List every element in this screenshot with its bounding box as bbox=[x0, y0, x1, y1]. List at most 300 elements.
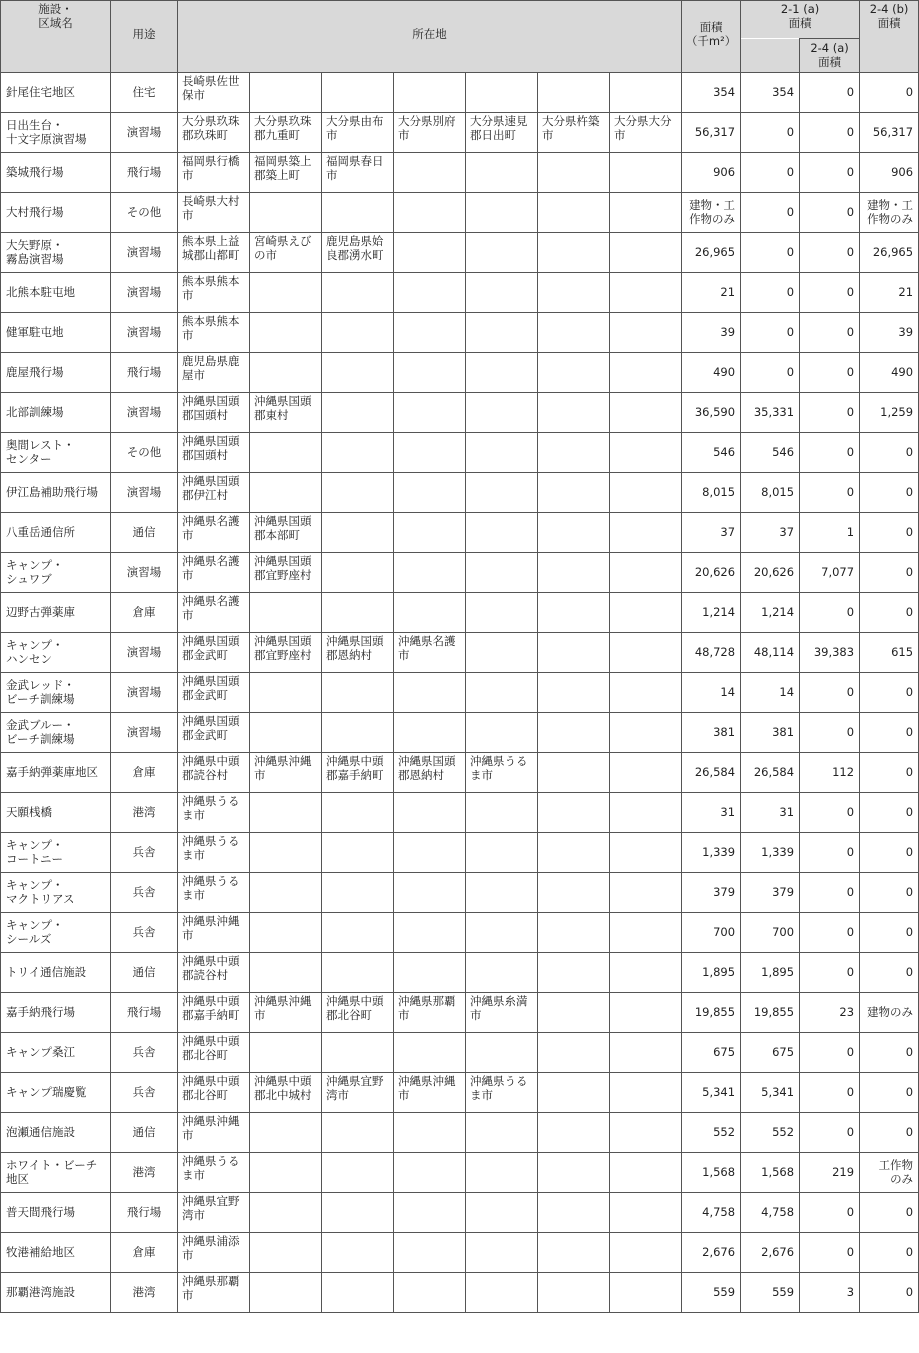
facility-location bbox=[610, 1073, 682, 1113]
area-24a: 0 bbox=[800, 393, 860, 433]
area-21a: 1,339 bbox=[741, 833, 800, 873]
table-row bbox=[1, 393, 919, 433]
header-location: 所在地 bbox=[178, 1, 682, 73]
facility-location bbox=[394, 673, 466, 713]
area-21a: 20,626 bbox=[741, 553, 800, 593]
facility-location bbox=[250, 1273, 322, 1313]
area-total: 8,015 bbox=[682, 473, 741, 513]
area-21a: 0 bbox=[741, 153, 800, 193]
facility-location bbox=[610, 233, 682, 273]
facility-location: 宮崎県えび の市 bbox=[250, 233, 322, 273]
facility-location bbox=[538, 513, 610, 553]
table-row bbox=[1, 553, 919, 593]
facility-location bbox=[466, 193, 538, 233]
facility-location bbox=[322, 1113, 394, 1153]
table-row bbox=[1, 673, 919, 713]
facility-name: キャンプ・ ハンセン bbox=[1, 633, 111, 673]
facility-location: 沖縄県中頭 郡嘉手納町 bbox=[322, 753, 394, 793]
facility-location bbox=[394, 553, 466, 593]
area-24a: 7,077 bbox=[800, 553, 860, 593]
facility-location bbox=[610, 393, 682, 433]
area-24b: 1,259 bbox=[860, 393, 919, 433]
table-row bbox=[1, 793, 919, 833]
facility-location bbox=[322, 313, 394, 353]
area-total: 37 bbox=[682, 513, 741, 553]
facility-location: 沖縄県国頭 郡恩納村 bbox=[394, 753, 466, 793]
facility-use: 飛行場 bbox=[111, 1193, 178, 1233]
facility-location bbox=[610, 433, 682, 473]
area-21a: 546 bbox=[741, 433, 800, 473]
facility-use: 演習場 bbox=[111, 233, 178, 273]
area-24b: 0 bbox=[860, 753, 919, 793]
table-row bbox=[1, 273, 919, 313]
area-24a: 23 bbox=[800, 993, 860, 1033]
facility-location bbox=[466, 1153, 538, 1193]
header-21a bbox=[741, 1, 860, 39]
facility-location bbox=[538, 393, 610, 433]
table-row bbox=[1, 1113, 919, 1153]
table-row bbox=[1, 993, 919, 1033]
facility-location bbox=[322, 393, 394, 433]
facility-location: 沖縄県国頭 郡国頭村 bbox=[178, 433, 250, 473]
facility-location bbox=[610, 513, 682, 553]
facility-location bbox=[394, 153, 466, 193]
area-24a: 0 bbox=[800, 953, 860, 993]
facility-location bbox=[250, 593, 322, 633]
area-24b: 工作物 のみ bbox=[860, 1153, 919, 1193]
facility-location: 沖縄県糸満 市 bbox=[466, 993, 538, 1033]
facility-location bbox=[610, 753, 682, 793]
facility-location bbox=[250, 873, 322, 913]
area-24a: 0 bbox=[800, 273, 860, 313]
area-total: 19,855 bbox=[682, 993, 741, 1033]
facility-location bbox=[322, 513, 394, 553]
header-21a-spacer bbox=[741, 39, 800, 73]
area-21a: 31 bbox=[741, 793, 800, 833]
area-21a: 354 bbox=[741, 73, 800, 113]
facility-use: 港湾 bbox=[111, 1153, 178, 1193]
facility-use: 演習場 bbox=[111, 673, 178, 713]
facility-location bbox=[610, 713, 682, 753]
facility-location bbox=[538, 553, 610, 593]
facility-location bbox=[466, 713, 538, 753]
area-total: 546 bbox=[682, 433, 741, 473]
facility-location bbox=[394, 73, 466, 113]
facility-location: 大分県玖珠 郡玖珠町 bbox=[178, 113, 250, 153]
facility-location: 沖縄県うる ま市 bbox=[466, 753, 538, 793]
facility-location bbox=[250, 193, 322, 233]
area-total: 700 bbox=[682, 913, 741, 953]
facility-location bbox=[394, 273, 466, 313]
facility-location: 沖縄県那覇 市 bbox=[178, 1273, 250, 1313]
facility-location bbox=[250, 273, 322, 313]
facility-location bbox=[538, 1153, 610, 1193]
area-21a: 1,568 bbox=[741, 1153, 800, 1193]
facility-location bbox=[322, 553, 394, 593]
area-24a: 0 bbox=[800, 1193, 860, 1233]
facility-name: ホワイト・ビーチ 地区 bbox=[1, 1153, 111, 1193]
area-24a: 1 bbox=[800, 513, 860, 553]
area-24b: 39 bbox=[860, 313, 919, 353]
facility-use: 兵舎 bbox=[111, 833, 178, 873]
facility-location bbox=[538, 913, 610, 953]
facility-name: 天願桟橋 bbox=[1, 793, 111, 833]
facility-location: 沖縄県国頭 郡金武町 bbox=[178, 633, 250, 673]
area-21a: 5,341 bbox=[741, 1073, 800, 1113]
facility-location bbox=[466, 1033, 538, 1073]
area-21a: 0 bbox=[741, 273, 800, 313]
facility-location bbox=[466, 233, 538, 273]
facility-use: 演習場 bbox=[111, 633, 178, 673]
area-24b: 56,317 bbox=[860, 113, 919, 153]
table-row bbox=[1, 713, 919, 753]
area-21a: 48,114 bbox=[741, 633, 800, 673]
facility-location bbox=[610, 1033, 682, 1073]
area-24b: 490 bbox=[860, 353, 919, 393]
facility-location bbox=[538, 593, 610, 633]
facility-location bbox=[610, 1193, 682, 1233]
facility-location bbox=[394, 913, 466, 953]
facility-location: 福岡県行橋 市 bbox=[178, 153, 250, 193]
area-24b: 21 bbox=[860, 273, 919, 313]
area-total: 379 bbox=[682, 873, 741, 913]
facility-location bbox=[322, 1273, 394, 1313]
area-24b: 0 bbox=[860, 673, 919, 713]
area-24a: 39,383 bbox=[800, 633, 860, 673]
facility-use: その他 bbox=[111, 193, 178, 233]
area-24b: 0 bbox=[860, 1193, 919, 1233]
facility-location: 沖縄県宜野 湾市 bbox=[178, 1193, 250, 1233]
facility-location bbox=[322, 673, 394, 713]
facility-location: 沖縄県沖縄 市 bbox=[394, 1073, 466, 1113]
facility-location bbox=[538, 833, 610, 873]
facility-location bbox=[610, 873, 682, 913]
facility-name: 嘉手納飛行場 bbox=[1, 993, 111, 1033]
facility-location: 沖縄県国頭 郡恩納村 bbox=[322, 633, 394, 673]
facility-location bbox=[250, 313, 322, 353]
facility-location bbox=[250, 1033, 322, 1073]
facility-name: 八重岳通信所 bbox=[1, 513, 111, 553]
area-24b: 0 bbox=[860, 433, 919, 473]
facility-name: 那覇港湾施設 bbox=[1, 1273, 111, 1313]
area-21a: 381 bbox=[741, 713, 800, 753]
facility-location: 沖縄県名護 市 bbox=[394, 633, 466, 673]
facility-location bbox=[322, 953, 394, 993]
facility-name: キャンプ・ マクトリアス bbox=[1, 873, 111, 913]
facility-location bbox=[466, 353, 538, 393]
area-24b: 0 bbox=[860, 953, 919, 993]
facility-location bbox=[466, 833, 538, 873]
area-21a: 0 bbox=[741, 353, 800, 393]
facility-use: 兵舎 bbox=[111, 913, 178, 953]
table-row bbox=[1, 153, 919, 193]
facility-location bbox=[394, 513, 466, 553]
facility-location bbox=[538, 953, 610, 993]
facility-location bbox=[610, 73, 682, 113]
facility-location bbox=[466, 633, 538, 673]
facility-location: 鹿児島県鹿 屋市 bbox=[178, 353, 250, 393]
facility-name: 北部訓練場 bbox=[1, 393, 111, 433]
area-total: 490 bbox=[682, 353, 741, 393]
facility-location bbox=[322, 593, 394, 633]
area-24b: 0 bbox=[860, 1273, 919, 1313]
area-24b: 0 bbox=[860, 913, 919, 953]
area-total: 21 bbox=[682, 273, 741, 313]
facility-location: 沖縄県沖縄 市 bbox=[178, 913, 250, 953]
facility-location bbox=[466, 153, 538, 193]
facility-location: 大分県大分 市 bbox=[610, 113, 682, 153]
facility-location: 沖縄県宜野 湾市 bbox=[322, 1073, 394, 1113]
facility-location bbox=[610, 193, 682, 233]
facility-location bbox=[394, 1233, 466, 1273]
header-name: 施設・ 区域名 bbox=[1, 1, 111, 73]
facility-location: 鹿児島県姶 良郡湧水町 bbox=[322, 233, 394, 273]
facility-location bbox=[466, 873, 538, 913]
area-21a: 37 bbox=[741, 513, 800, 553]
facility-location bbox=[322, 273, 394, 313]
facility-location: 沖縄県沖縄 市 bbox=[250, 993, 322, 1033]
area-total: 4,758 bbox=[682, 1193, 741, 1233]
facility-use: その他 bbox=[111, 433, 178, 473]
facility-location: 大分県速見 郡日出町 bbox=[466, 113, 538, 153]
facility-location bbox=[610, 953, 682, 993]
facility-location bbox=[394, 1033, 466, 1073]
facility-location: 沖縄県沖縄 市 bbox=[250, 753, 322, 793]
area-24b: 建物のみ bbox=[860, 993, 919, 1033]
area-total: 26,965 bbox=[682, 233, 741, 273]
facility-location bbox=[394, 193, 466, 233]
facility-use: 倉庫 bbox=[111, 593, 178, 633]
area-21a: 35,331 bbox=[741, 393, 800, 433]
facility-location bbox=[394, 873, 466, 913]
facility-name: 鹿屋飛行場 bbox=[1, 353, 111, 393]
facility-location bbox=[394, 1113, 466, 1153]
table-row bbox=[1, 233, 919, 273]
facility-location bbox=[466, 433, 538, 473]
facility-use: 飛行場 bbox=[111, 353, 178, 393]
area-total: 2,676 bbox=[682, 1233, 741, 1273]
facility-name: 健軍駐屯地 bbox=[1, 313, 111, 353]
facility-location bbox=[538, 193, 610, 233]
facility-location bbox=[466, 393, 538, 433]
area-24b: 615 bbox=[860, 633, 919, 673]
facility-location: 沖縄県那覇 市 bbox=[394, 993, 466, 1033]
facility-location bbox=[250, 353, 322, 393]
area-24b: 0 bbox=[860, 1073, 919, 1113]
facility-location bbox=[394, 953, 466, 993]
facility-location bbox=[322, 193, 394, 233]
facility-location bbox=[610, 673, 682, 713]
facility-location bbox=[250, 1233, 322, 1273]
facility-name: キャンプ・ シールズ bbox=[1, 913, 111, 953]
facility-location bbox=[466, 473, 538, 513]
area-24a: 0 bbox=[800, 713, 860, 753]
facility-location bbox=[466, 673, 538, 713]
facility-location bbox=[466, 553, 538, 593]
facility-location bbox=[538, 473, 610, 513]
area-21a: 14 bbox=[741, 673, 800, 713]
table-row bbox=[1, 473, 919, 513]
area-24a: 0 bbox=[800, 153, 860, 193]
facility-location: 沖縄県中頭 郡嘉手納町 bbox=[178, 993, 250, 1033]
facility-location bbox=[322, 833, 394, 873]
area-24a: 0 bbox=[800, 1033, 860, 1073]
area-total: 1,339 bbox=[682, 833, 741, 873]
facility-location bbox=[322, 793, 394, 833]
facility-location bbox=[394, 233, 466, 273]
area-total: 5,341 bbox=[682, 1073, 741, 1113]
area-24a: 0 bbox=[800, 73, 860, 113]
facility-location bbox=[610, 593, 682, 633]
facility-location bbox=[538, 1273, 610, 1313]
area-24a: 0 bbox=[800, 793, 860, 833]
facility-location: 沖縄県国頭 郡伊江村 bbox=[178, 473, 250, 513]
facility-location bbox=[322, 433, 394, 473]
facility-use: 演習場 bbox=[111, 273, 178, 313]
facility-location bbox=[538, 793, 610, 833]
facility-location: 沖縄県名護 市 bbox=[178, 553, 250, 593]
facility-name: 金武レッド・ ビーチ訓練場 bbox=[1, 673, 111, 713]
area-24a: 0 bbox=[800, 233, 860, 273]
facility-use: 倉庫 bbox=[111, 753, 178, 793]
area-24a: 3 bbox=[800, 1273, 860, 1313]
facility-location bbox=[610, 833, 682, 873]
area-21a: 0 bbox=[741, 113, 800, 153]
header-use: 用途 bbox=[111, 1, 178, 73]
facility-location bbox=[394, 433, 466, 473]
facility-location bbox=[538, 1193, 610, 1233]
table-body bbox=[1, 73, 919, 1313]
area-24b: 0 bbox=[860, 833, 919, 873]
facility-use: 演習場 bbox=[111, 113, 178, 153]
facility-location: 沖縄県中頭 郡北谷町 bbox=[178, 1073, 250, 1113]
area-24a: 0 bbox=[800, 1233, 860, 1273]
table-row bbox=[1, 1153, 919, 1193]
facility-location bbox=[538, 233, 610, 273]
facility-location: 沖縄県国頭 郡金武町 bbox=[178, 713, 250, 753]
facility-name: 嘉手納弾薬庫地区 bbox=[1, 753, 111, 793]
facility-location bbox=[466, 1193, 538, 1233]
facility-location bbox=[394, 793, 466, 833]
facility-location: 長崎県佐世 保市 bbox=[178, 73, 250, 113]
facility-use: 兵舎 bbox=[111, 1033, 178, 1073]
facility-location bbox=[610, 273, 682, 313]
area-total: 381 bbox=[682, 713, 741, 753]
area-24b: 0 bbox=[860, 513, 919, 553]
facility-location bbox=[466, 1113, 538, 1153]
facility-location: 沖縄県うる ま市 bbox=[178, 1153, 250, 1193]
facility-name: 日出生台・ 十文字原演習場 bbox=[1, 113, 111, 153]
facility-location: 沖縄県国頭 郡本部町 bbox=[250, 513, 322, 553]
table-row bbox=[1, 1033, 919, 1073]
area-24a: 0 bbox=[800, 833, 860, 873]
facility-use: 通信 bbox=[111, 1113, 178, 1153]
facility-location bbox=[394, 353, 466, 393]
area-total: 建物・工 作物のみ bbox=[682, 193, 741, 233]
table-row bbox=[1, 433, 919, 473]
area-total: 1,568 bbox=[682, 1153, 741, 1193]
facility-location: 沖縄県中頭 郡読谷村 bbox=[178, 753, 250, 793]
facility-location bbox=[538, 993, 610, 1033]
table-row bbox=[1, 633, 919, 673]
facility-location bbox=[466, 793, 538, 833]
area-total: 552 bbox=[682, 1113, 741, 1153]
facility-location bbox=[250, 673, 322, 713]
facility-location bbox=[322, 913, 394, 953]
facility-location bbox=[610, 1113, 682, 1153]
area-total: 354 bbox=[682, 73, 741, 113]
area-total: 48,728 bbox=[682, 633, 741, 673]
facility-location: 沖縄県国頭 郡国頭村 bbox=[178, 393, 250, 433]
area-24a: 0 bbox=[800, 353, 860, 393]
facility-location bbox=[394, 1153, 466, 1193]
facility-location: 大分県玖珠 郡九重町 bbox=[250, 113, 322, 153]
facility-location bbox=[322, 73, 394, 113]
area-24b: 0 bbox=[860, 873, 919, 913]
header-area: 面積 （千m²） bbox=[682, 1, 741, 73]
table-row bbox=[1, 1273, 919, 1313]
area-24b: 0 bbox=[860, 1233, 919, 1273]
area-24a: 0 bbox=[800, 913, 860, 953]
area-total: 559 bbox=[682, 1273, 741, 1313]
facility-use: 演習場 bbox=[111, 473, 178, 513]
facility-location bbox=[610, 313, 682, 353]
area-total: 26,584 bbox=[682, 753, 741, 793]
header-21a-sub: 面積 bbox=[788, 15, 812, 30]
facility-location bbox=[250, 833, 322, 873]
facility-location bbox=[538, 1113, 610, 1153]
area-total: 20,626 bbox=[682, 553, 741, 593]
area-total: 36,590 bbox=[682, 393, 741, 433]
facility-location: 沖縄県うる ま市 bbox=[178, 793, 250, 833]
area-total: 675 bbox=[682, 1033, 741, 1073]
facility-location bbox=[250, 1153, 322, 1193]
facility-location bbox=[466, 913, 538, 953]
facility-location bbox=[610, 1273, 682, 1313]
facility-name: キャンプ・ シュワブ bbox=[1, 553, 111, 593]
facility-location: 熊本県上益 城郡山都町 bbox=[178, 233, 250, 273]
facility-name: 北熊本駐屯地 bbox=[1, 273, 111, 313]
area-21a: 2,676 bbox=[741, 1233, 800, 1273]
area-24b: 0 bbox=[860, 473, 919, 513]
facility-name: 伊江島補助飛行場 bbox=[1, 473, 111, 513]
facility-location: 福岡県春日 市 bbox=[322, 153, 394, 193]
facility-location bbox=[538, 433, 610, 473]
facility-location bbox=[610, 153, 682, 193]
header-24a-label: 2-4 (a) bbox=[810, 40, 849, 55]
area-21a: 4,758 bbox=[741, 1193, 800, 1233]
facility-location: 沖縄県うる ま市 bbox=[178, 873, 250, 913]
area-24a: 0 bbox=[800, 873, 860, 913]
area-total: 906 bbox=[682, 153, 741, 193]
facility-use: 飛行場 bbox=[111, 993, 178, 1033]
facility-location: 沖縄県うる ま市 bbox=[466, 1073, 538, 1113]
facility-location bbox=[610, 1153, 682, 1193]
facility-use: 通信 bbox=[111, 513, 178, 553]
area-total: 1,214 bbox=[682, 593, 741, 633]
area-21a: 0 bbox=[741, 233, 800, 273]
facility-location bbox=[610, 633, 682, 673]
facility-use: 港湾 bbox=[111, 793, 178, 833]
facility-location: 沖縄県名護 市 bbox=[178, 513, 250, 553]
facility-location bbox=[394, 593, 466, 633]
table-row bbox=[1, 1073, 919, 1113]
table-row bbox=[1, 913, 919, 953]
area-24a: 0 bbox=[800, 113, 860, 153]
facility-location bbox=[466, 1273, 538, 1313]
facility-location bbox=[322, 1153, 394, 1193]
facility-location bbox=[322, 473, 394, 513]
